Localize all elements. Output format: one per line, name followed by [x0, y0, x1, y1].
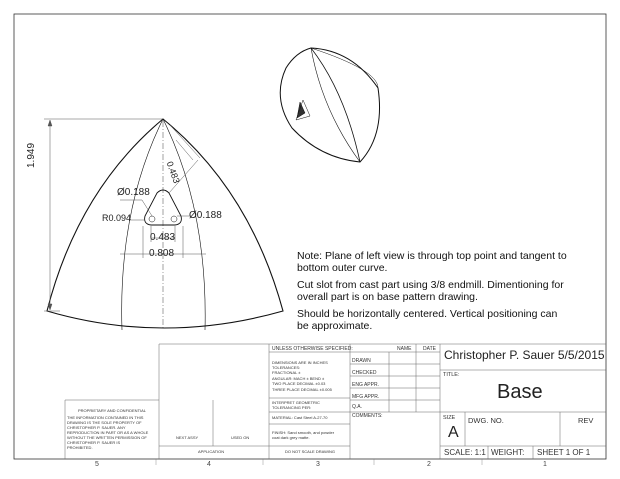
zone-3: 3	[316, 461, 320, 468]
comments-label: COMMENTS:	[352, 413, 383, 419]
prop-line-3: CHRISTOPHER P. SAUER. ANY	[67, 425, 126, 430]
note-line-6: be approximate.	[297, 320, 373, 332]
note-line-3: Cut slot from cast part using 3/8 endmill. Dimentioning for	[297, 279, 564, 291]
dim-radius: R0.094	[102, 213, 132, 223]
iso-curve-1	[311, 48, 360, 162]
tolerance-line-4: ANGULAR: MACH ± BEND ±	[272, 376, 325, 381]
eng-appr-label: ENG APPR.	[352, 382, 379, 388]
mfg-appr-label: MFG APPR.	[352, 394, 380, 400]
tolerance-line-6: THREE PLACE DECIMAL ±0.005	[272, 387, 332, 392]
dim-slot-length: 0.483	[150, 232, 176, 243]
dim-slot-diagonal: 0.483	[164, 160, 182, 185]
note-line-1: Note: Plane of left view is through top point and tangent to	[297, 250, 567, 262]
slot-hole-right	[171, 216, 177, 222]
note-line-2: bottom outer curve.	[297, 262, 388, 274]
dwg-no-label: DWG. NO.	[468, 416, 504, 425]
isometric-view	[280, 48, 379, 162]
name-header: NAME	[397, 346, 412, 352]
note-line-4: overall part is on base pattern drawing.	[297, 291, 478, 303]
drawn-label: DRAWN	[352, 358, 371, 364]
iso-outline	[280, 48, 379, 162]
unless-specified: UNLESS OTHERWISE SPECIFIED:	[272, 346, 353, 352]
tolerance-line-1: DIMENSIONS ARE IN INCHES	[272, 360, 328, 365]
iso-slot	[297, 102, 305, 118]
dim-hole-right: Ø0.188	[189, 210, 222, 221]
prop-line-5: WITHOUT THE WRITTEN PERMISSION OF	[67, 435, 147, 440]
sheet-number: SHEET 1 OF 1	[537, 448, 591, 457]
size-label: SIZE	[443, 415, 456, 421]
front-view	[47, 119, 283, 330]
sheet-size: A	[448, 424, 459, 441]
qa-label: Q.A.	[352, 404, 363, 410]
tolerance-line-3: FRACTIONAL ±	[272, 370, 301, 375]
inner-curve-right	[163, 119, 205, 330]
geo-tol-line-1: INTERPRET GEOMETRIC	[272, 400, 320, 405]
date-header: DATE	[423, 346, 436, 352]
prop-line-6: CHRISTOPHER P. SAUER IS	[67, 440, 121, 445]
drawing-title: Base	[497, 381, 543, 403]
zone-1: 1	[543, 461, 547, 468]
tolerance-line-2: TOLERANCES:	[272, 365, 301, 370]
iso-curve-3	[311, 48, 378, 88]
slot-hole-left	[149, 216, 155, 222]
zone-5: 5	[95, 461, 99, 468]
dim-height: 1.949	[26, 142, 37, 168]
prop-line-1: THE INFORMATION CONTAINED IN THIS	[67, 415, 144, 420]
finish-line-2: coat dark grey matte.	[272, 435, 310, 440]
author: Christopher P. Sauer 5/5/2015	[444, 348, 605, 362]
rev-label: REV	[578, 416, 594, 425]
checked-label: CHECKED	[352, 370, 377, 376]
inner-curve-left	[122, 119, 163, 330]
scale: SCALE: 1:1	[444, 448, 486, 457]
weight: WEIGHT:	[491, 448, 525, 457]
prop-line-7: PROHIBITED.	[67, 445, 93, 450]
zone-2: 2	[427, 461, 431, 468]
used-on: USED ON	[231, 435, 250, 440]
dim-hole-left: Ø0.188	[117, 187, 150, 198]
application: APPLICATION	[198, 449, 225, 454]
geo-tol-line-2: TOLERANCING PER:	[272, 405, 312, 410]
outer-profile	[47, 119, 283, 328]
dim-slot-outer: 0.808	[149, 248, 175, 259]
tolerance-line-5: TWO PLACE DECIMAL ±0.03	[272, 381, 326, 386]
note-line-5: Should be horizontally centered. Vertical positioning can	[297, 308, 558, 320]
zone-4: 4	[207, 461, 211, 468]
prop-title: PROPRIETARY AND CONFIDENTIAL	[78, 408, 147, 413]
next-assy: NEXT ASSY	[176, 435, 199, 440]
iso-curve-2	[311, 48, 360, 162]
title-label: TITLE:	[443, 372, 460, 378]
do-not-scale: DO NOT SCALE DRAWING	[285, 449, 336, 454]
prop-line-4: REPRODUCTION IN PART OR AS A WHOLE	[67, 430, 149, 435]
finish-line-1: FINISH: Sand smooth, and powder	[272, 430, 335, 435]
material: MATERIAL: Cast Steel A-27-70	[272, 415, 328, 420]
prop-line-2: DRAWING IS THE SOLE PROPERTY OF	[67, 420, 142, 425]
